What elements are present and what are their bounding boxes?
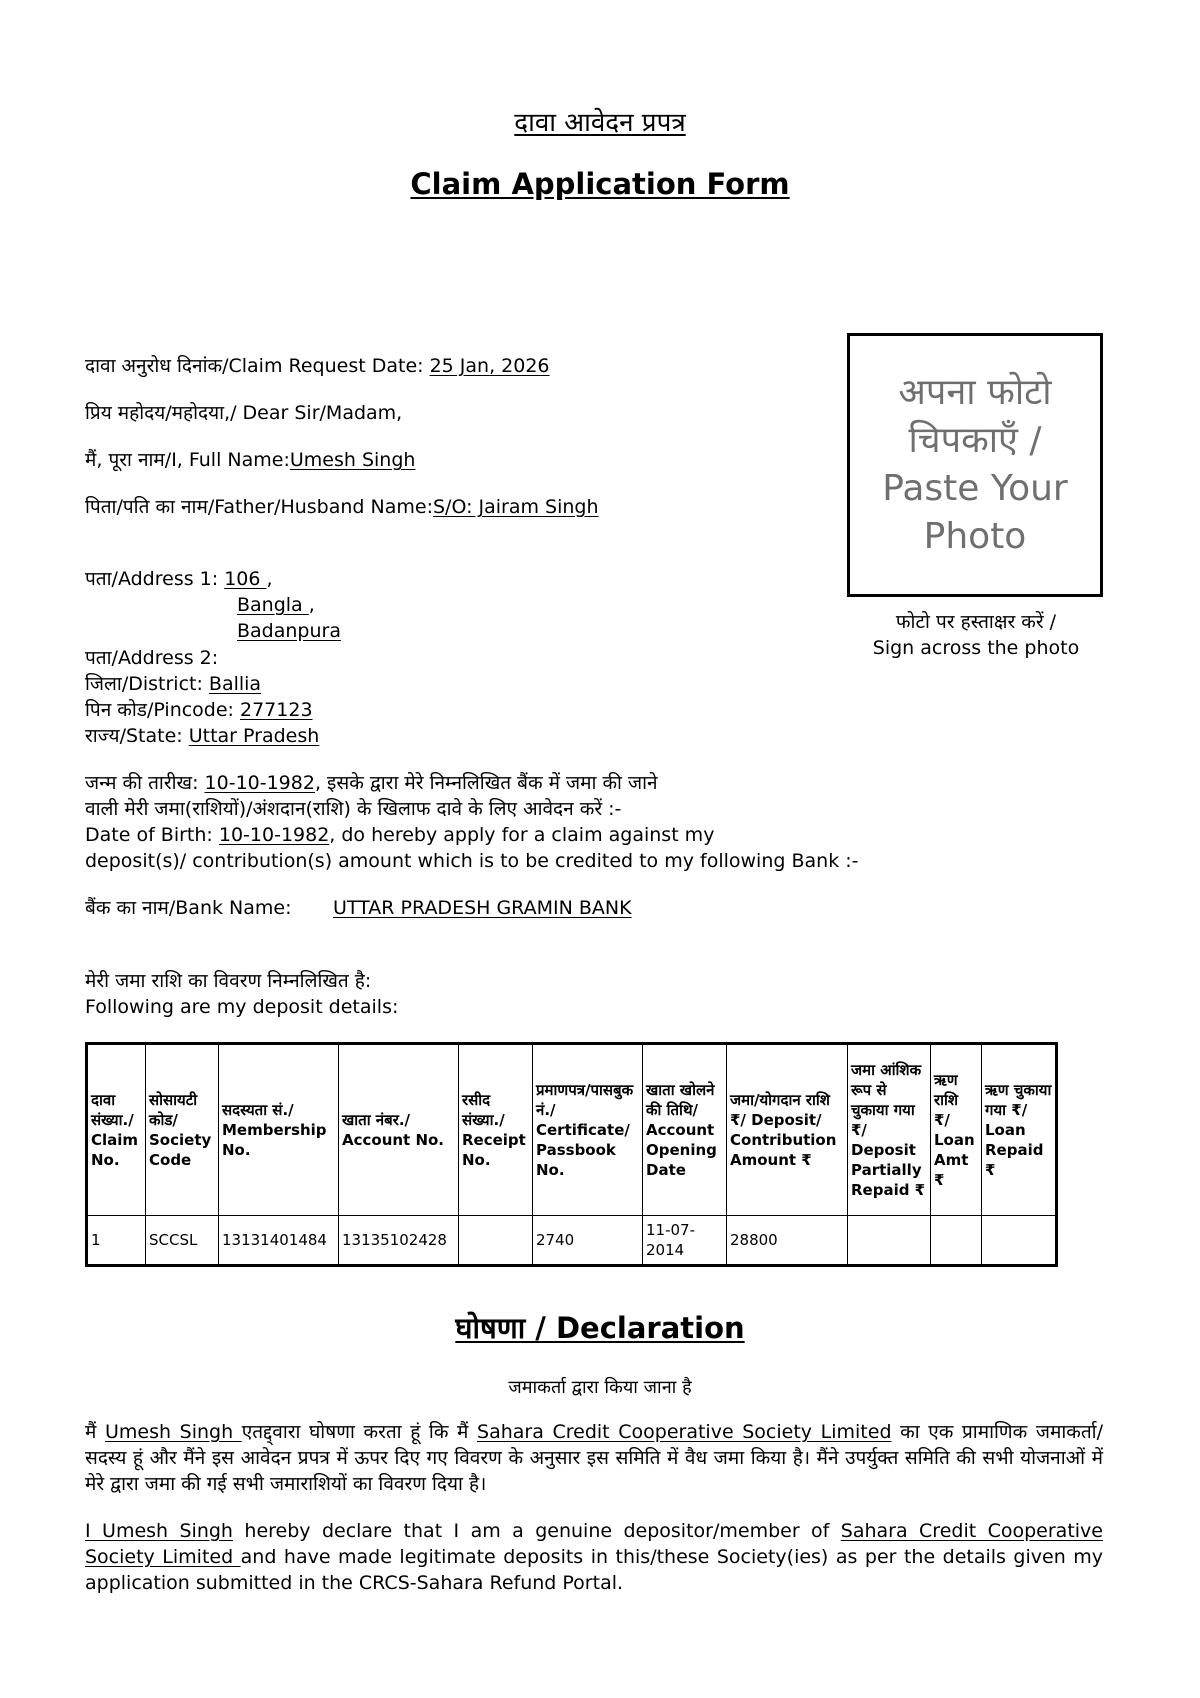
decl-english-name: Umesh Singh (102, 1520, 233, 1542)
deposit-details-table (85, 1042, 1058, 1267)
address1-row (85, 566, 273, 592)
claim-request-date-row (85, 353, 550, 379)
photo-sign-hindi: फोटो पर हस्ताक्षर करें / (895, 611, 1057, 633)
form-title-hindi: दावा आवेदन प्रपत्र (514, 108, 686, 138)
decl-hindi-mid: एतद्द्वारा घोषणा करता हूं कि मैं (241, 1421, 478, 1443)
table-header-cell: जमा आंशिक रूप से चुकाया गया ₹/ Deposit Partially Repaid ₹ (848, 1044, 931, 1216)
address2-label: पता/Address 2: (85, 647, 219, 669)
district-row (85, 671, 261, 697)
dob-english-value: 10-10-1982 (218, 824, 330, 846)
deposit-intro-english: Following are my deposit details: (85, 996, 399, 1018)
table-header-cell: प्रमाणपत्र/पासबुक नं./ Certificate/ Passbook No. (533, 1044, 643, 1216)
dob-english-line2: deposit(s)/ contribution(s) amount which is to be credited to my following Bank :- (85, 850, 859, 872)
table-header-cell: दावा संख्या./ Claim No. (87, 1044, 146, 1216)
dob-hindi-line1 (85, 770, 658, 796)
full-name-value: Umesh Singh (289, 449, 416, 471)
table-cell: 13131401484 (219, 1216, 339, 1266)
decl-hindi-society: Sahara Credit Cooperative Society Limited (477, 1421, 892, 1443)
table-header-row (87, 1044, 1057, 1216)
photo-placeholder-box (847, 333, 1103, 597)
table-cell (848, 1216, 931, 1266)
address1-line2-row (237, 592, 315, 618)
address1-line2-comma: , (308, 594, 315, 616)
decl-english-rest: and have made legitimate deposits in this/these Society(ies) as per the details given my application submitted in the CRCS-Sahara Refund Portal. (85, 1546, 1103, 1594)
deposit-intro-hindi: मेरी जमा राशि का विवरण निम्नलिखित है: (85, 970, 372, 992)
address1-comma: , (266, 568, 273, 590)
declaration-hindi-paragraph (85, 1419, 1103, 1497)
table-header-cell: सदस्यता सं./ Membership No. (219, 1044, 339, 1216)
table-cell: 13135102428 (339, 1216, 459, 1266)
dob-english-suffix: , do hereby apply for a claim against my (329, 824, 715, 846)
decl-english-prefix: I (85, 1520, 103, 1542)
photo-placeholder-line4: Photo (923, 516, 1027, 557)
claim-request-date-value: 25 Jan, 2026 (429, 355, 550, 377)
address1-line3: Badanpura (237, 620, 341, 642)
table-header-cell: सोसायटी कोड/ Society Code (146, 1044, 219, 1216)
table-header-cell: खाता खोलने की तिथि/ Account Opening Date (643, 1044, 727, 1216)
state-label: राज्य/State: (85, 725, 189, 747)
decl-english-mid: hereby declare that I am a genuine depositor/member of (232, 1520, 841, 1542)
decl-hindi-rest: का एक प्रामाणिक जमाकर्ता/ सदस्य हूं और मैंने इस आवेदन प्रपत्र में ऊपर दिए गए विवरण के अनुसार इस समिति में वैध जमा किया है। मैंने उपर्युक्त समिति की सभी योजनाओं में मेरे द्वारा जमा की गई सभी जमाराशियों का विवरण दिया है। (85, 1421, 1103, 1495)
dob-hindi-prefix: जन्म की तारीख: (85, 772, 205, 794)
photo-placeholder-line3: Paste Your (882, 468, 1068, 509)
table-header-cell: खाता नंबर./ Account No. (339, 1044, 459, 1216)
photo-sign-instruction (840, 609, 1112, 661)
decl-english-society: Sahara Credit Cooperative Society Limited (85, 1520, 1103, 1568)
declaration-title: घोषणा / Declaration (455, 1311, 745, 1345)
dob-english-line1 (85, 822, 714, 848)
declaration-english-paragraph (85, 1518, 1103, 1596)
table-cell: SCCSL (146, 1216, 219, 1266)
father-name-value: S/O: Jairam Singh (432, 496, 599, 518)
dob-hindi-line2: वाली मेरी जमा(राशियों)/अंशदान(राशि) के खिलाफ दावे के लिए आवेदन करें :- (85, 798, 622, 820)
dob-english-prefix: Date of Birth: (85, 824, 219, 846)
photo-sign-english: Sign across the photo (872, 637, 1080, 659)
address1-line3-row (237, 618, 341, 644)
photo-placeholder-line2: चिपकाएँ / (908, 420, 1042, 461)
state-value: Uttar Pradesh (188, 725, 320, 747)
address1-label: पता/Address 1: (85, 568, 225, 590)
pincode-row (85, 697, 313, 723)
table-header-cell: जमा/योगदान राशि ₹/ Deposit/ Contribution Amount ₹ (727, 1044, 848, 1216)
pincode-value: 277123 (240, 699, 313, 721)
district-value: Ballia (208, 673, 262, 695)
decl-hindi-prefix: मैं (85, 1421, 105, 1443)
table-cell: 11-07-2014 (643, 1216, 727, 1266)
table-row (87, 1216, 1057, 1266)
full-name-row (85, 447, 415, 473)
table-cell (459, 1216, 533, 1266)
photo-placeholder-line1: अपना फोटो (898, 372, 1052, 413)
claim-request-date-label: दावा अनुरोध दिनांक/Claim Request Date: (85, 355, 430, 377)
state-row (85, 723, 319, 749)
pincode-label: पिन कोड/Pincode: (85, 699, 240, 721)
declaration-subtitle: जमाकर्ता द्वारा किया जाना है (508, 1377, 692, 1398)
decl-hindi-name: Umesh Singh (104, 1421, 242, 1443)
salutation: प्रिय महोदय/महोदया,/ Dear Sir/Madam, (85, 402, 403, 424)
full-name-label: मैं, पूरा नाम/I, Full Name: (85, 449, 290, 471)
dob-hindi-value: 10-10-1982 (204, 772, 315, 794)
district-label: जिला/District: (85, 673, 209, 695)
father-name-label: पिता/पति का नाम/Father/Husband Name: (85, 496, 433, 518)
table-cell (931, 1216, 982, 1266)
form-title-english: Claim Application Form (410, 167, 790, 201)
table-cell: 1 (87, 1216, 146, 1266)
table-header-cell: ऋण चुकाया गया ₹/ Loan Repaid ₹ (982, 1044, 1057, 1216)
bank-name-label: बैंक का नाम/Bank Name: (85, 897, 292, 919)
dob-hindi-suffix: , इसके द्वारा मेरे निम्नलिखित बैंक में जमा की जाने (314, 772, 658, 794)
address1-line1: 106 (224, 568, 267, 590)
table-header-cell: रसीद संख्या./ Receipt No. (459, 1044, 533, 1216)
table-cell: 28800 (727, 1216, 848, 1266)
table-header-cell: ऋण राशि ₹/ Loan Amt ₹ (931, 1044, 982, 1216)
table-cell: 2740 (533, 1216, 643, 1266)
address1-line2: Bangla (237, 594, 309, 616)
bank-name-value: UTTAR PRADESH GRAMIN BANK (333, 897, 632, 919)
table-cell (982, 1216, 1057, 1266)
father-name-row (85, 494, 599, 520)
